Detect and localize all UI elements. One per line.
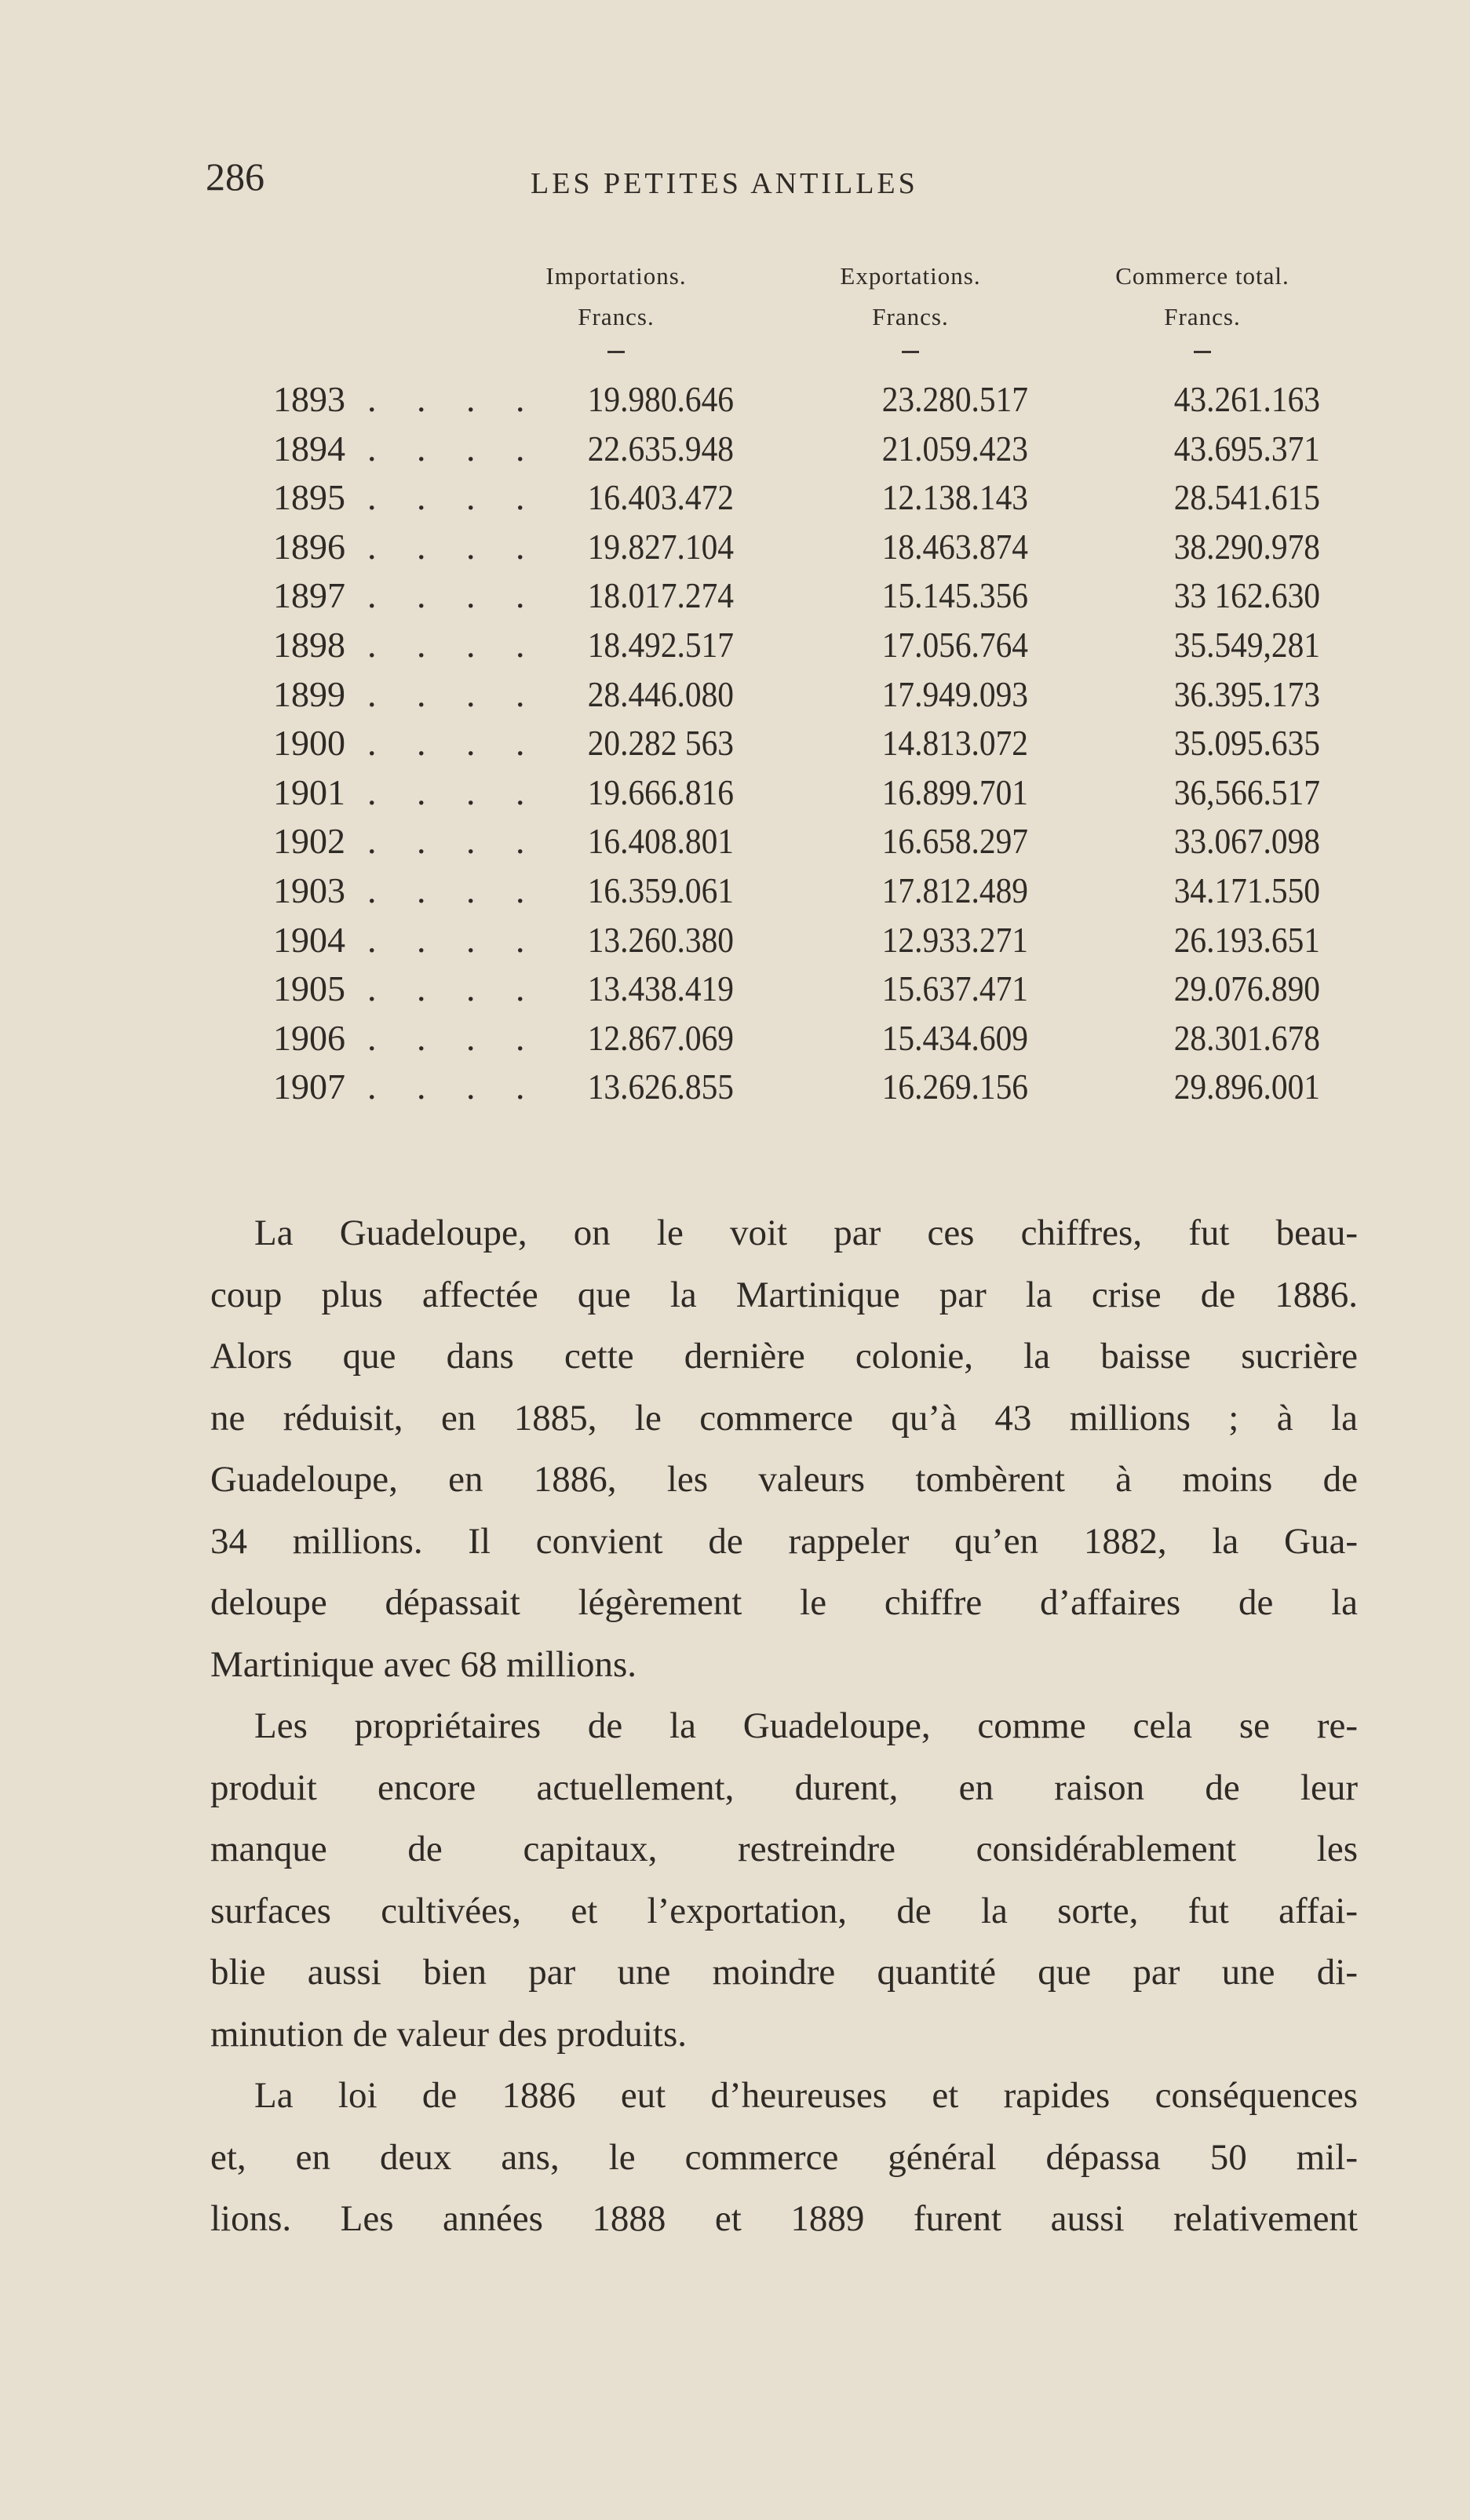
year-cell: 1903 [273,870,345,910]
text-line: Alors que dans cette dernière colonie, la baisse sucrière [210,1336,1358,1377]
imports-cell: 13.260.380 [587,919,734,960]
exports-cell: 16.269.156 [881,1067,1028,1107]
table-row [0,673,1470,722]
imports-cell: 18.017.274 [587,575,734,616]
imports-cell: 19.980.646 [587,379,734,419]
table-row [0,378,1470,427]
leader-dots: . . . . [367,723,541,764]
leader-dots: . . . . [367,625,541,665]
table-row [0,428,1470,476]
total-cell: 33.067.098 [1173,821,1320,862]
table-row [0,526,1470,574]
imports-cell: 19.666.816 [587,771,734,812]
table-row [0,771,1470,820]
leader-dots: . . . . [367,477,541,518]
text-line: et, en deux ans, le commerce général dépassa 50 mil- [210,2136,1358,2178]
year-cell: 1907 [273,1067,345,1107]
imports-cell: 16.359.061 [587,870,734,910]
text-line: blie aussi bien par une moindre quantité que par une di- [210,1952,1358,1993]
year-cell: 1901 [273,771,345,812]
column-unit-exports: Francs. [872,303,949,330]
exports-cell: 17.056.764 [881,625,1028,665]
exports-cell: 21.059.423 [881,428,1028,469]
leader-dots: . . . . [367,919,541,960]
year-cell: 1896 [273,526,345,567]
column-dash [607,351,625,353]
table-row [0,870,1470,918]
exports-cell: 12.138.143 [881,477,1028,518]
column-title-exports: Exportations. [840,262,981,290]
column-title-imports: Importations. [545,262,687,290]
total-cell: 36,566.517 [1173,771,1320,812]
text-line: lions. Les années 1888 et 1889 furent aussi relativement [210,2198,1358,2239]
total-cell: 33 162.630 [1173,575,1320,616]
year-cell: 1897 [273,575,345,616]
leader-dots: . . . . [367,428,541,469]
year-cell: 1895 [273,477,345,518]
total-cell: 43.695.371 [1173,428,1320,469]
text-line: Les propriétaires de la Guadeloupe, comme cela se re- [254,1705,1358,1746]
total-cell: 29.076.890 [1173,968,1320,1009]
table-row [0,919,1470,968]
imports-cell: 12.867.069 [587,1017,734,1058]
table-row [0,1017,1470,1066]
leader-dots: . . . . [367,870,541,910]
text-line: minution de valeur des produits. [210,2013,687,2055]
leader-dots: . . . . [367,379,541,419]
total-cell: 34.171.550 [1173,870,1320,910]
leader-dots: . . . . [367,968,541,1009]
imports-cell: 16.408.801 [587,821,734,862]
total-cell: 36.395.173 [1173,673,1320,714]
text-line: La Guadeloupe, on le voit par ces chiffres, fut beau- [254,1213,1358,1253]
year-cell: 1899 [273,673,345,714]
leader-dots: . . . . [367,771,541,812]
imports-cell: 20.282 563 [587,723,734,764]
text-line: La loi de 1886 eut d’heureuses et rapides conséquences [254,2075,1358,2116]
column-unit-imports: Francs. [578,303,655,330]
table-row [0,1066,1470,1114]
exports-cell: 16.658.297 [881,821,1028,862]
table-row [0,722,1470,771]
text-line: coup plus affectée que la Martinique par la crise de 1886. [210,1274,1358,1315]
text-line: Guadeloupe, en 1886, les valeurs tombèrent à moins de [210,1459,1358,1500]
exports-cell: 14.813.072 [881,723,1028,764]
imports-cell: 28.446.080 [587,673,734,714]
total-cell: 28.301.678 [1173,1017,1320,1058]
year-cell: 1898 [273,625,345,665]
column-dash [902,351,919,353]
total-cell: 29.896.001 [1173,1067,1320,1107]
exports-cell: 23.280.517 [881,379,1028,419]
running-title: LES PETITES ANTILLES [531,167,918,200]
exports-cell: 12.933.271 [881,919,1028,960]
table-row [0,820,1470,869]
year-cell: 1904 [273,919,345,960]
imports-cell: 18.492.517 [587,625,734,665]
year-cell: 1905 [273,968,345,1009]
year-cell: 1902 [273,821,345,862]
total-cell: 35.095.635 [1173,723,1320,764]
total-cell: 43.261.163 [1173,379,1320,419]
text-line: surfaces cultivées, et l’exportation, de la sorte, fut affai- [210,1890,1358,1931]
text-line: deloupe dépassait légèrement le chiffre d’affaires de la [210,1582,1358,1623]
imports-cell: 19.827.104 [587,526,734,567]
imports-cell: 16.403.472 [587,477,734,518]
leader-dots: . . . . [367,673,541,714]
year-cell: 1900 [273,723,345,764]
leader-dots: . . . . [367,1067,541,1107]
text-line: ne réduisit, en 1885, le commerce qu’à 43 millions ; à la [210,1397,1358,1439]
column-unit-total: Francs. [1164,303,1241,330]
total-cell: 26.193.651 [1173,919,1320,960]
leader-dots: . . . . [367,526,541,567]
exports-cell: 15.145.356 [881,575,1028,616]
total-cell: 35.549,281 [1173,625,1320,665]
leader-dots: . . . . [367,1017,541,1058]
year-cell: 1894 [273,428,345,469]
text-line: produit encore actuellement, durent, en raison de leur [210,1767,1358,1808]
exports-cell: 17.949.093 [881,673,1028,714]
imports-cell: 13.626.855 [587,1067,734,1107]
imports-cell: 22.635.948 [587,428,734,469]
imports-cell: 13.438.419 [587,968,734,1009]
text-line: Martinique avec 68 millions. [210,1643,637,1685]
table-row [0,968,1470,1016]
year-cell: 1893 [273,379,345,419]
exports-cell: 18.463.874 [881,526,1028,567]
year-cell: 1906 [273,1017,345,1058]
page-number: 286 [206,155,264,199]
table-row [0,624,1470,673]
column-title-total: Commerce total. [1115,262,1289,290]
total-cell: 28.541.615 [1173,477,1320,518]
exports-cell: 15.434.609 [881,1017,1028,1058]
total-cell: 38.290.978 [1173,526,1320,567]
text-line: manque de capitaux, restreindre considérablement les [210,1829,1358,1869]
table-row [0,476,1470,525]
leader-dots: . . . . [367,575,541,616]
leader-dots: . . . . [367,821,541,862]
exports-cell: 17.812.489 [881,870,1028,910]
text-line: 34 millions. Il convient de rappeler qu’en 1882, la Gua- [210,1520,1358,1562]
table-row [0,574,1470,623]
column-dash [1194,351,1211,353]
exports-cell: 16.899.701 [881,771,1028,812]
exports-cell: 15.637.471 [881,968,1028,1009]
body-text [210,1202,1358,2250]
